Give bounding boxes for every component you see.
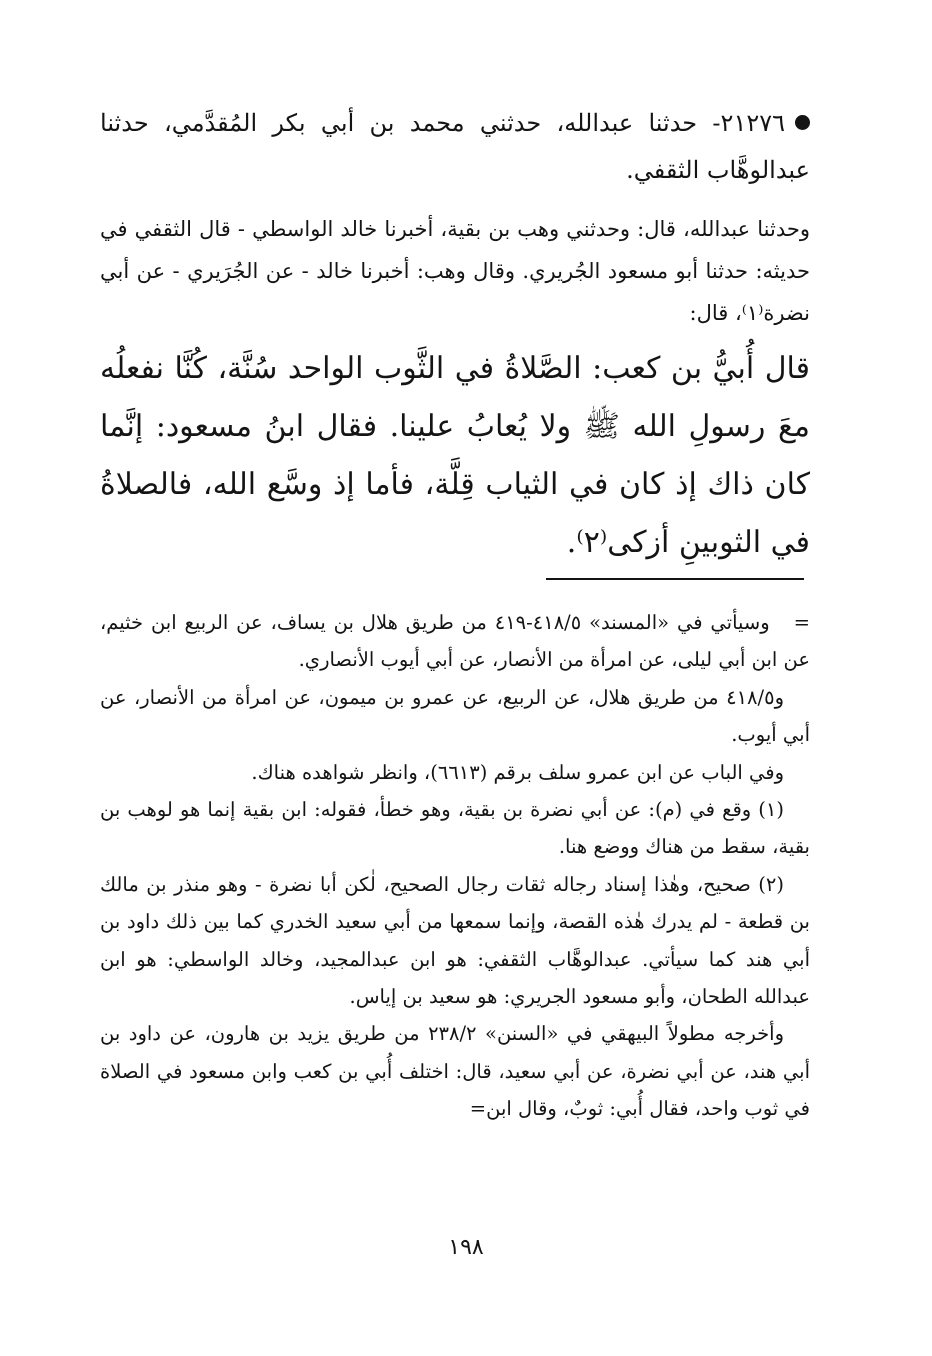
hadith-heading-text: - حدثنا عبدالله، حدثني محمد بن أبي بكر المُقدَّمي، حدثنا عبدالوهَّاب الثقفي. [100,109,810,184]
footnotes [100,604,810,1128]
hadith-matn: قال أُبيُّ بن كعب: الصَّلاةُ في الثَّوب الواحد سُنَّة، كُنَّا نفعلُه معَ رسولِ الله ﷺ ولا يُعابُ علينا. فقال ابنُ مسعود: إنَّما كان ذاك إذ كان في الثياب قِلَّة، فأما إذ وسَّع الله، فالصلاةُ في الثوبينِ أزكى⁽٢⁾. [100,351,810,560]
footnote-paragraph: (١) وقع في (م): عن أبي نضرة بن بقية، وهو خطأ، فقوله: ابن بقية إنما هو لوهب بن بقية، سقط من هناك ووضع هنا. [100,798,810,859]
page-number: ١٩٨ [448,1235,484,1260]
footnote-paragraph: وأخرجه مطولاً البيهقي في «السنن» ٢٣٨/٢ من طريق يزيد بن هارون، عن داود بن أبي هند، عن أبي نضرة، عن أبي سعيد، قال: اختلف أُبي بن كعب وابن مسعود في الصلاة في ثوب واحد، فقال أُبي: ثوبٌ، وقال ابن= [100,1022,810,1121]
footnote-paragraph: و٤١٨/٥ من طريق هلال، عن الربيع، عن عمرو بن ميمون، عن امرأة من الأنصار، عن أبي أيوب. [100,685,810,747]
footnote-paragraph: وفي الباب عن ابن عمرو سلف برقم (٦٦١٣)، وانظر شواهده هناك. [251,760,784,784]
hadith-number: ٢١٢٧٦ [720,109,785,137]
hadith-isnad: وحدثنا عبدالله، قال: وحدثني وهب بن بقية، أخبرنا خالد الواسطي - قال الثقفي في حديثه: حدثنا أبو مسعود الجُريري. وقال وهب: أخبرنا خالد - عن الجُرَيري - عن أبي نضرة⁽١⁾، قال: [100,217,810,325]
hadith-heading [100,100,810,194]
bullet-icon [795,115,810,130]
footnote-paragraph: (٢) صحيح، وهٰذا إسناد رجاله ثقات رجال الصحيح، لٰكن أبا نضرة - وهو منذر بن مالك بن قطعة - لم يدرك هٰذه القصة، وإنما سمعها من أبي سعيد الخدري كما بين ذلك داود بن أبي هند كما سيأتي. عبدالوهَّاب الثقفي: هو ابن عبدالمجيد، وخالد الواسطي: هو ابن عبدالله الطحان، وأبو مسعود الجريري: هو سعيد بن إياس. [100,872,810,1009]
continuation-mark: = [793,611,810,634]
footnote-separator [546,578,804,580]
footnote-paragraph: =وسيأتي في «المسند» ٤١٨/٥-٤١٩ من طريق هلال بن يساف، عن الربيع ابن خثيم، عن ابن أبي ليلى، عن امرأة من الأنصار، عن أبي أيوب الأنصاري. [100,611,810,672]
